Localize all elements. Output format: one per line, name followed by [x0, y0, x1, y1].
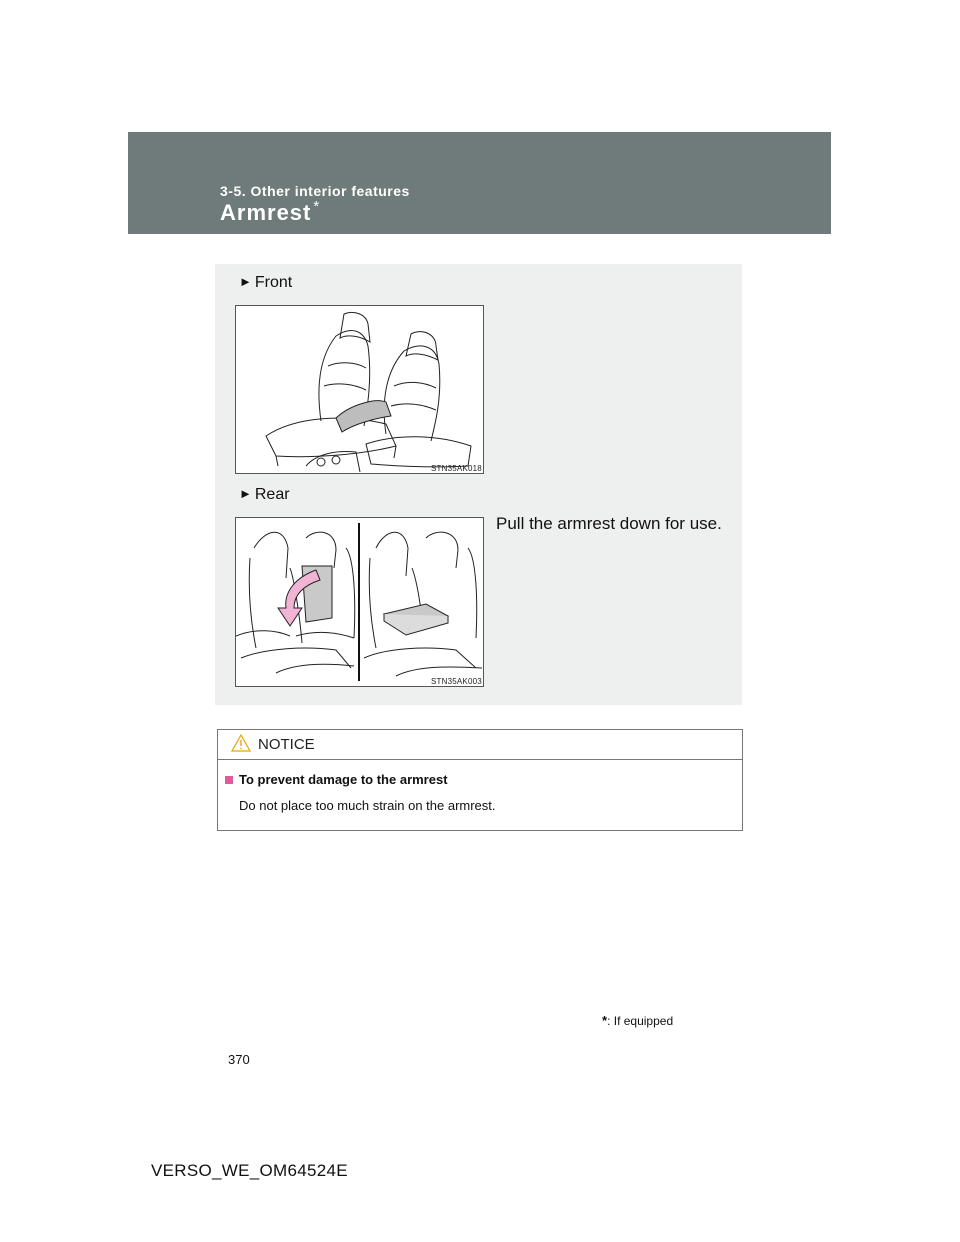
- document-code: VERSO_WE_OM64524E: [151, 1161, 348, 1180]
- section-header: [128, 132, 831, 234]
- triangle-marker-icon: ►: [239, 274, 252, 289]
- footnote-mark: *: [602, 1013, 608, 1028]
- notice-box: [217, 729, 743, 831]
- front-label-text: Front: [254, 274, 293, 291]
- front-armrest-figure: [235, 305, 484, 474]
- notice-title: NOTICE: [258, 736, 315, 753]
- rear-label-text: Rear: [254, 486, 290, 503]
- section-title: 3-5. Other interior features: [220, 183, 410, 199]
- content-panel: [215, 264, 742, 705]
- warning-triangle-icon: [231, 734, 251, 752]
- notice-item-text: Do not place too much strain on the armrest.: [239, 798, 496, 813]
- if-equipped-footnote: [602, 1013, 673, 1028]
- notice-item-title: [225, 772, 448, 787]
- rear-figure-code: STN35AK003: [431, 677, 482, 686]
- front-label: [239, 274, 292, 292]
- footnote-text: : If equipped: [607, 1014, 674, 1028]
- page-title-text: Armrest: [220, 200, 312, 225]
- notice-header: [218, 730, 742, 760]
- rear-seats-illustration: [236, 518, 483, 686]
- rear-instruction: Pull the armrest down for use.: [496, 514, 722, 533]
- front-figure-code: STN35AK018: [431, 464, 482, 473]
- triangle-marker-icon: ►: [239, 486, 252, 501]
- if-equipped-mark: *: [313, 198, 321, 215]
- page-number: 370: [228, 1052, 250, 1067]
- notice-item-title-text: To prevent damage to the armrest: [239, 772, 448, 787]
- rear-armrest-figure: [235, 517, 484, 687]
- square-bullet-icon: [225, 776, 233, 784]
- front-seats-illustration: [236, 306, 483, 473]
- rear-label: [239, 486, 290, 504]
- page-title: [220, 200, 320, 226]
